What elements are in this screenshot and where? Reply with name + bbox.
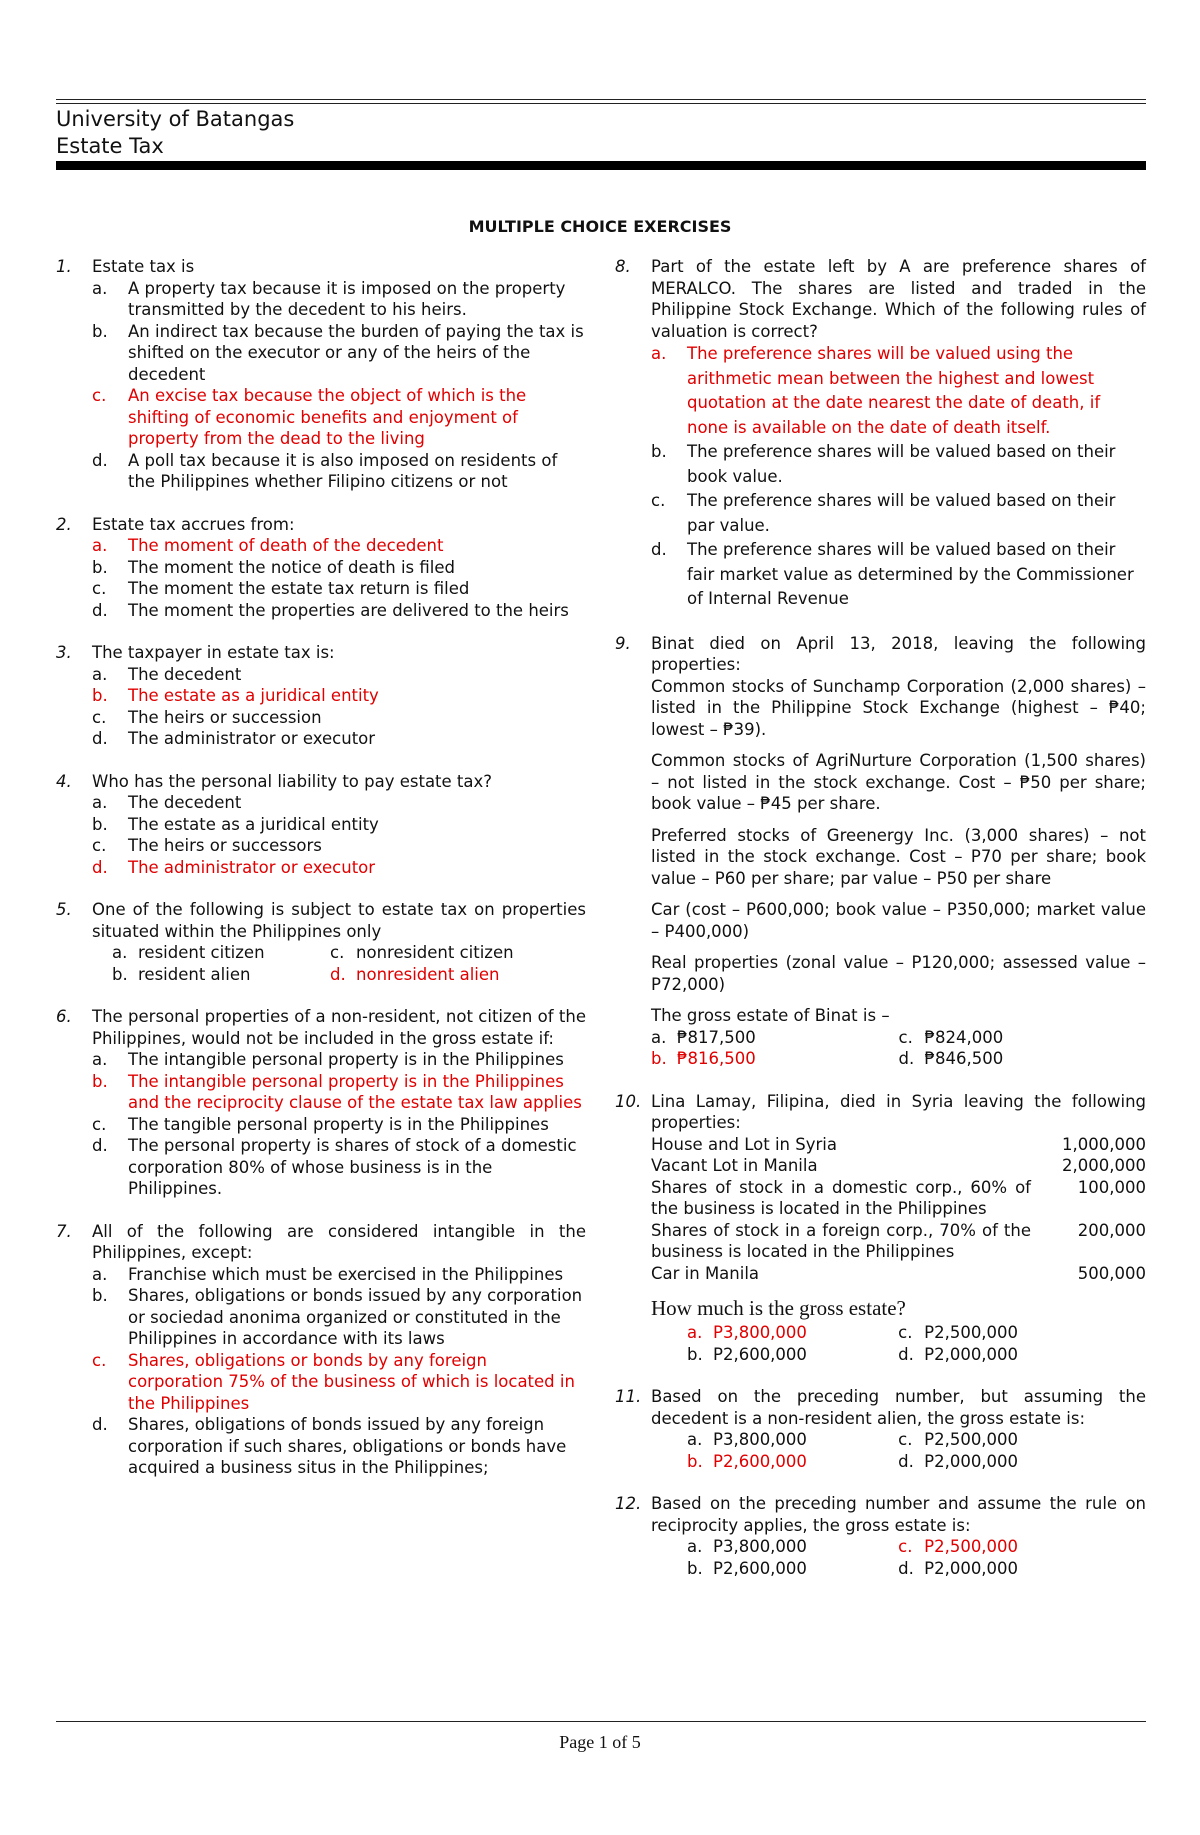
option-row xyxy=(651,1344,1146,1366)
option-text: ₱846,500 xyxy=(924,1049,1004,1068)
option-text: The heirs or successors xyxy=(128,836,322,855)
question-number: 6. xyxy=(56,1007,72,1026)
option-letter: a. xyxy=(112,943,128,962)
option-answer xyxy=(92,857,586,879)
option-letter: b. xyxy=(687,1344,703,1364)
question-stem: One of the following is subject to estate tax on properties situated within the Philippines only xyxy=(92,900,586,941)
question-number: 2. xyxy=(56,514,72,534)
option-letter: b. xyxy=(92,321,108,341)
option-answer xyxy=(651,1048,899,1070)
property-row xyxy=(651,1263,1146,1285)
option-letter: d. xyxy=(898,1558,914,1578)
option-answer xyxy=(330,964,567,986)
option-text: The decedent xyxy=(128,664,242,684)
option-row xyxy=(651,1536,1146,1558)
option xyxy=(92,557,586,579)
question-10 xyxy=(615,1091,1146,1366)
option-letter: d. xyxy=(92,729,108,748)
option-letter: b. xyxy=(92,557,108,577)
question-number: 7. xyxy=(56,1221,72,1241)
option-text: P2,600,000 xyxy=(713,1451,807,1471)
option-answer xyxy=(92,1071,586,1114)
option xyxy=(92,600,586,622)
option-letter: a. xyxy=(92,793,108,812)
option-text: P2,500,000 xyxy=(924,1537,1019,1556)
option-row xyxy=(651,1451,1146,1473)
option-answer xyxy=(898,1536,1128,1558)
option-letter: d. xyxy=(651,540,667,559)
option-text: A property tax because it is imposed on the property transmitted by the decedent to his heirs. xyxy=(128,278,566,319)
option-letter: a. xyxy=(92,1050,108,1069)
option-text: The heirs or succession xyxy=(128,707,322,727)
option-text: The moment of death of the decedent xyxy=(128,536,444,555)
option-letter: a. xyxy=(687,1323,703,1342)
question-stem: Based on the preceding number and assume the rule on reciprocity applies, the gross estate is: xyxy=(651,1494,1146,1535)
option-text: The intangible personal property is in the Philippines and the reciprocity clause of the estate tax law applies xyxy=(128,1071,582,1112)
option xyxy=(899,1027,1147,1049)
header-rule-top-2 xyxy=(56,103,1146,104)
option-letter: c. xyxy=(898,1430,913,1449)
header-university: University of Batangas xyxy=(56,107,295,131)
property-value: 200,000 xyxy=(1077,1220,1146,1240)
question-number: 1. xyxy=(56,257,72,276)
question-11 xyxy=(615,1386,1146,1472)
option-row xyxy=(651,1322,1146,1344)
option-letter: a. xyxy=(651,344,667,363)
option-text: resident alien xyxy=(138,964,251,984)
question-stem: Estate tax accrues from: xyxy=(92,514,295,534)
property-name: Vacant Lot in Manila xyxy=(651,1156,818,1175)
option-letter: d. xyxy=(92,600,108,620)
option-letter: c. xyxy=(92,579,107,598)
option xyxy=(898,1322,1128,1344)
question-number: 11. xyxy=(615,1387,642,1406)
option xyxy=(687,1429,898,1451)
question-6 xyxy=(56,1006,586,1200)
question-ask: How much is the gross estate? xyxy=(651,1296,906,1320)
property-name: Shares of stock in a foreign corp., 70% of the business is located in the Philippines xyxy=(651,1220,1031,1261)
option-letter: d. xyxy=(92,450,108,470)
option-answer xyxy=(92,535,586,557)
option-letter: b. xyxy=(92,1071,108,1091)
option xyxy=(687,1558,898,1580)
question-number: 9. xyxy=(615,633,631,653)
question-12 xyxy=(615,1493,1146,1579)
option xyxy=(92,728,586,750)
question-1 xyxy=(56,256,586,493)
page-title: MULTIPLE CHOICE EXERCISES xyxy=(468,217,732,236)
question-stem: Who has the personal liability to pay estate tax? xyxy=(92,771,493,791)
option-text: P3,800,000 xyxy=(713,1430,807,1449)
option-letter: c. xyxy=(651,491,666,510)
option-text: The personal property is shares of stock of a domestic corporation 80% of whose business is in the Philippines. xyxy=(128,1136,577,1198)
option-row xyxy=(651,1558,1146,1580)
option xyxy=(687,1536,898,1558)
option-row xyxy=(92,964,586,986)
property-value: 2,000,000 xyxy=(1062,1156,1146,1175)
option-text: P3,800,000 xyxy=(713,1323,807,1342)
option-text: resident citizen xyxy=(138,943,265,962)
option-text: Franchise which must be exercised in the Philippines xyxy=(128,1264,564,1284)
option-letter: b. xyxy=(687,1558,703,1578)
option xyxy=(899,1048,1147,1070)
property-item: Common stocks of Sunchamp Corporation (2,000 shares) – listed in the Philippine Stock Exchange (highest – ₱40; lowest – ₱39). xyxy=(651,676,1146,739)
option-letter: d. xyxy=(898,1344,914,1364)
property-row xyxy=(651,1220,1146,1263)
option xyxy=(92,707,586,729)
option-text: Shares, obligations of bonds issued by any foreign corporation if such shares, obligations or bonds have acquired a business situs in the Philippines; xyxy=(128,1415,567,1477)
option-letter: d. xyxy=(898,1451,914,1471)
option xyxy=(92,1049,586,1071)
option-letter: b. xyxy=(92,686,108,705)
option-letter: b. xyxy=(92,814,108,834)
header-subject: Estate Tax xyxy=(56,134,164,158)
option-text: The preference shares will be valued using the arithmetic mean between the highest and lowest quotation at the date nearest the date of death, if none is available on the date of death itself. xyxy=(687,344,1101,437)
question-ask: The gross estate of Binat is – xyxy=(651,1006,890,1025)
property-item: Car (cost – P600,000; book value – P350,000; market value – P400,000) xyxy=(651,900,1146,941)
option-answer xyxy=(92,1350,586,1415)
left-column xyxy=(56,256,586,1500)
option-text: P2,000,000 xyxy=(924,1344,1019,1364)
question-stem: Binat died on April 13, 2018, leaving the following properties: xyxy=(651,633,1146,674)
property-value: 500,000 xyxy=(1077,1263,1146,1283)
option-letter: a. xyxy=(687,1430,703,1449)
option-text: A poll tax because it is also imposed on residents of the Philippines whether Filipino citizens or not xyxy=(128,450,558,491)
footer-rule xyxy=(56,1721,1146,1722)
option-answer xyxy=(687,1322,898,1344)
page-number: Page 1 of 5 xyxy=(559,1732,641,1752)
option-letter: d. xyxy=(92,1415,108,1434)
question-8 xyxy=(615,256,1146,612)
property-name: Car in Manila xyxy=(651,1263,760,1283)
option-text: The intangible personal property is in the Philippines xyxy=(128,1050,564,1069)
option xyxy=(92,321,586,386)
option-letter: a. xyxy=(92,1264,108,1284)
property-value: 100,000 xyxy=(1077,1177,1146,1197)
option-text: P2,500,000 xyxy=(924,1323,1019,1342)
option xyxy=(898,1558,1128,1580)
option-letter: c. xyxy=(898,1323,913,1342)
option xyxy=(92,278,586,321)
option-text: The moment the estate tax return is filed xyxy=(128,579,470,598)
property-item: Real properties (zonal value – P120,000; assessed value – P72,000) xyxy=(651,953,1146,994)
question-stem: All of the following are considered intangible in the Philippines, except: xyxy=(92,1221,586,1262)
option xyxy=(92,664,586,686)
option-text: ₱816,500 xyxy=(677,1049,756,1068)
option-letter: c. xyxy=(92,836,107,855)
option xyxy=(92,1285,586,1350)
option-text: The administrator or executor xyxy=(128,729,376,748)
question-number: 10. xyxy=(615,1091,642,1111)
option-text: Shares, obligations or bonds issued by any corporation or sociedad anonima organized or constituted in the Philippines in accordance with its laws xyxy=(128,1286,583,1348)
option-answer xyxy=(651,342,1146,440)
option xyxy=(92,1114,586,1136)
option-letter: c. xyxy=(92,1350,107,1370)
question-4 xyxy=(56,771,586,879)
question-3 xyxy=(56,642,586,750)
option-text: The preference shares will be valued based on their fair market value as determined by the Commissioner of Internal Revenue xyxy=(687,540,1134,608)
option-text: The administrator or executor xyxy=(128,857,376,877)
question-9 xyxy=(615,633,1146,1070)
option-answer xyxy=(92,685,586,707)
option-answer xyxy=(687,1451,898,1473)
question-stem: The personal properties of a non-resident, not citizen of the Philippines, would not be included in the gross estate if: xyxy=(92,1007,586,1048)
option xyxy=(112,942,330,964)
question-stem: The taxpayer in estate tax is: xyxy=(92,643,335,662)
option xyxy=(651,1027,899,1049)
option xyxy=(651,440,1146,489)
option-letter: a. xyxy=(687,1537,703,1556)
option-text: The preference shares will be valued based on their par value. xyxy=(687,491,1116,535)
option xyxy=(898,1451,1128,1473)
option xyxy=(92,1414,586,1479)
option-letter: b. xyxy=(687,1451,703,1471)
option-letter: a. xyxy=(92,278,108,298)
option xyxy=(92,450,586,493)
option xyxy=(92,1264,586,1286)
option-text: P2,500,000 xyxy=(924,1430,1019,1449)
option-letter: c. xyxy=(330,943,345,962)
option xyxy=(898,1429,1128,1451)
option-text: P2,600,000 xyxy=(713,1344,807,1364)
option-text: P3,800,000 xyxy=(713,1537,807,1556)
option-text: nonresident citizen xyxy=(356,943,514,962)
option-letter: b. xyxy=(112,964,128,984)
option-letter: d. xyxy=(92,1136,108,1155)
question-number: 4. xyxy=(56,771,72,791)
header-rule-top xyxy=(56,99,1146,100)
option-letter: c. xyxy=(92,707,107,727)
option xyxy=(687,1344,898,1366)
option-letter: d. xyxy=(92,857,108,877)
option-text: nonresident alien xyxy=(356,964,500,984)
question-2 xyxy=(56,514,586,622)
option-text: The estate as a juridical entity xyxy=(128,686,379,705)
option xyxy=(112,964,330,986)
option-text: The decedent xyxy=(128,793,242,812)
question-5 xyxy=(56,899,586,985)
option-answer xyxy=(92,385,586,450)
option xyxy=(651,489,1146,538)
option-text: The preference shares will be valued based on their book value. xyxy=(687,442,1116,486)
question-stem: Part of the estate left by A are preference shares of MERALCO. The shares are listed and traded in the Philippine Stock Exchange. Which of the following rules of valuation is correct? xyxy=(651,257,1146,341)
property-name: Shares of stock in a domestic corp., 60% of the business is located in the Philippines xyxy=(651,1177,1031,1218)
property-row xyxy=(651,1155,1146,1177)
question-stem: Based on the preceding number, but assuming the decedent is a non-resident alien, the gross estate is: xyxy=(651,1387,1146,1428)
option-text: An indirect tax because the burden of paying the tax is shifted on the executor or any of the heirs of the decedent xyxy=(128,321,584,384)
option-letter: a. xyxy=(92,536,108,555)
option-text: The tangible personal property is in the Philippines xyxy=(128,1114,549,1134)
option-letter: c. xyxy=(898,1537,913,1556)
option-text: The moment the notice of death is filed xyxy=(128,557,455,577)
option xyxy=(92,835,586,857)
option xyxy=(92,792,586,814)
option-row xyxy=(651,1048,1146,1070)
property-name: House and Lot in Syria xyxy=(651,1134,837,1154)
option-letter: a. xyxy=(651,1027,667,1047)
option-text: ₱817,500 xyxy=(677,1027,756,1047)
property-row xyxy=(651,1134,1146,1156)
option xyxy=(651,538,1146,612)
property-item: Preferred stocks of Greenergy Inc. (3,000 shares) – not listed in the stock exchange. Cost – P70 per share; book value – P60 per share; par value – P50 per share xyxy=(651,825,1146,888)
property-row xyxy=(651,1177,1146,1220)
option-letter: c. xyxy=(92,1114,107,1134)
question-stem: Estate tax is xyxy=(92,257,195,276)
option xyxy=(330,942,567,964)
option-text: P2,000,000 xyxy=(924,1451,1019,1471)
option xyxy=(898,1344,1128,1366)
option xyxy=(92,814,586,836)
question-number: 8. xyxy=(615,257,631,276)
question-7 xyxy=(56,1221,586,1479)
option-text: P2,600,000 xyxy=(713,1558,807,1578)
property-value: 1,000,000 xyxy=(1062,1134,1146,1154)
option-text: The moment the properties are delivered to the heirs xyxy=(128,600,569,620)
option-letter: c. xyxy=(898,1027,913,1047)
option xyxy=(92,578,586,600)
option-text: Shares, obligations or bonds by any foreign corporation 75% of the business of which is located in the Philippines xyxy=(128,1350,575,1413)
option-letter: b. xyxy=(651,442,667,461)
option xyxy=(92,1135,586,1200)
right-column xyxy=(615,256,1146,1600)
option-row xyxy=(92,942,586,964)
header-rule-thick xyxy=(56,161,1146,170)
option-text: P2,000,000 xyxy=(924,1558,1019,1578)
option-letter: c. xyxy=(92,386,107,405)
question-number: 3. xyxy=(56,643,72,662)
option-letter: d. xyxy=(898,1049,915,1068)
option-letter: d. xyxy=(330,964,346,984)
question-number: 5. xyxy=(56,900,72,919)
option-row xyxy=(651,1027,1146,1049)
option-letter: b. xyxy=(651,1049,667,1068)
option-text: ₱824,000 xyxy=(924,1027,1004,1047)
option-letter: b. xyxy=(92,1286,108,1305)
option-row xyxy=(651,1429,1146,1451)
option-text: The estate as a juridical entity xyxy=(128,814,379,834)
question-number: 12. xyxy=(615,1494,642,1513)
question-stem: Lina Lamay, Filipina, died in Syria leaving the following properties: xyxy=(651,1091,1146,1132)
property-item: Common stocks of AgriNurture Corporation (1,500 shares) – not listed in the stock exchange. Cost – ₱50 per share; book value – ₱45 per share. xyxy=(651,751,1146,813)
option-text: An excise tax because the object of which is the shifting of economic benefits and enjoyment of property from the dead to the living xyxy=(128,386,527,448)
option-letter: a. xyxy=(92,664,108,684)
